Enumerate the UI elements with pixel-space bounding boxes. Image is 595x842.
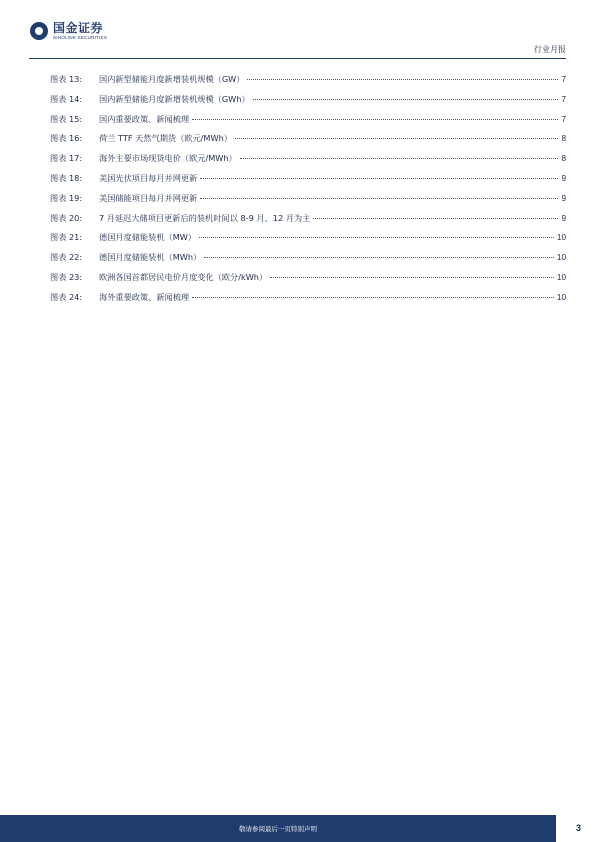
toc-entry[interactable] (50, 74, 566, 94)
toc-dot-leader (199, 237, 554, 238)
toc-entry-title: 海外重要政策、新闻梳理 (99, 291, 190, 302)
toc-dot-leader (200, 198, 558, 199)
toc-entry-page: 10 (556, 233, 566, 243)
toc-entry-page: 8 (561, 154, 566, 164)
toc-entry[interactable] (50, 153, 566, 173)
logo-chinese-name: 国金证券 (53, 21, 104, 35)
toc-entry-label: 图表 20: (50, 212, 83, 223)
toc-entry[interactable] (50, 232, 566, 252)
toc-entry-page: 9 (561, 173, 566, 183)
toc-entry[interactable] (50, 94, 566, 114)
toc-entry-title: 美国光伏项目每月并网更新 (99, 172, 198, 183)
report-type-label: 行业月报 (534, 45, 566, 54)
toc-entry[interactable] (50, 252, 566, 272)
footer-disclaimer: 敬请参阅最后一页特别声明 (239, 825, 317, 833)
toc-entry-title: 美国储能项目每月并网更新 (99, 192, 198, 203)
toc-dot-leader (235, 138, 558, 139)
figure-index-list (50, 74, 566, 312)
toc-dot-leader (270, 277, 554, 278)
toc-dot-leader (200, 178, 558, 179)
toc-entry-title: 海外主要市场现货电价（欧元/MWh） (99, 153, 237, 164)
toc-dot-leader (192, 119, 558, 120)
toc-entry-label: 图表 13: (50, 74, 83, 84)
toc-entry-page: 7 (561, 75, 566, 84)
toc-entry-page: 10 (556, 292, 566, 302)
toc-dot-leader (253, 99, 559, 100)
toc-dot-leader (313, 218, 558, 219)
toc-entry-label: 图表 14: (50, 93, 83, 104)
toc-entry-title: 国内重要政策、新闻梳理 (99, 113, 190, 124)
toc-dot-leader (192, 297, 554, 298)
toc-dot-leader (240, 158, 559, 159)
toc-entry-page: 9 (561, 193, 566, 203)
toc-entry-label: 图表 21: (50, 232, 83, 243)
logo-english-name: SINOLINK SECURITIES (53, 35, 108, 40)
toc-entry-page: 7 (561, 94, 566, 104)
toc-entry[interactable] (50, 173, 566, 193)
toc-entry[interactable] (50, 213, 566, 233)
toc-entry[interactable] (50, 272, 566, 292)
toc-dot-leader (247, 79, 558, 80)
toc-entry-title: 国内新型储能月度新增装机规模（GWh） (99, 93, 250, 104)
toc-entry-label: 图表 19: (50, 192, 83, 203)
toc-entry-label: 图表 15: (50, 113, 83, 124)
toc-entry[interactable] (50, 193, 566, 213)
page-header (0, 0, 595, 62)
toc-entry-title: 德国月度储能装机（MW） (99, 232, 197, 243)
toc-entry[interactable] (50, 114, 566, 134)
toc-dot-leader (204, 257, 554, 258)
company-logo (30, 22, 107, 41)
toc-entry-label: 图表 24: (50, 291, 83, 302)
toc-entry-title: 德国月度储能装机（MWh） (99, 252, 202, 263)
header-divider (29, 58, 566, 59)
toc-entry-title: 国内新型储能月度新增装机规模（GW） (99, 74, 245, 84)
sinolink-logo-icon (30, 22, 48, 40)
toc-entry-label: 图表 18: (50, 172, 83, 183)
toc-entry-title: 荷兰 TTF 天然气期货（欧元/MWh） (99, 133, 232, 144)
toc-entry[interactable] (50, 133, 566, 153)
page-number: 3 (575, 823, 581, 833)
toc-entry-label: 图表 22: (50, 252, 83, 263)
page-footer (0, 815, 595, 842)
footer-bar (0, 815, 556, 842)
toc-entry-page: 10 (556, 272, 566, 282)
toc-entry-page: 10 (556, 253, 566, 263)
toc-entry-label: 图表 23: (50, 271, 83, 282)
toc-entry-page: 7 (561, 114, 566, 124)
toc-entry-page: 9 (561, 213, 566, 223)
toc-entry-title: 7 月延迟大储项目更新后的装机时间以 8-9 月、12 月为主 (99, 212, 311, 223)
toc-entry-label: 图表 17: (50, 153, 83, 164)
toc-entry-page: 8 (561, 134, 566, 144)
toc-entry-label: 图表 16: (50, 133, 83, 144)
toc-entry[interactable] (50, 292, 566, 312)
toc-entry-title: 欧洲各国首都居民电价月度变化（欧分/kWh） (99, 271, 268, 282)
